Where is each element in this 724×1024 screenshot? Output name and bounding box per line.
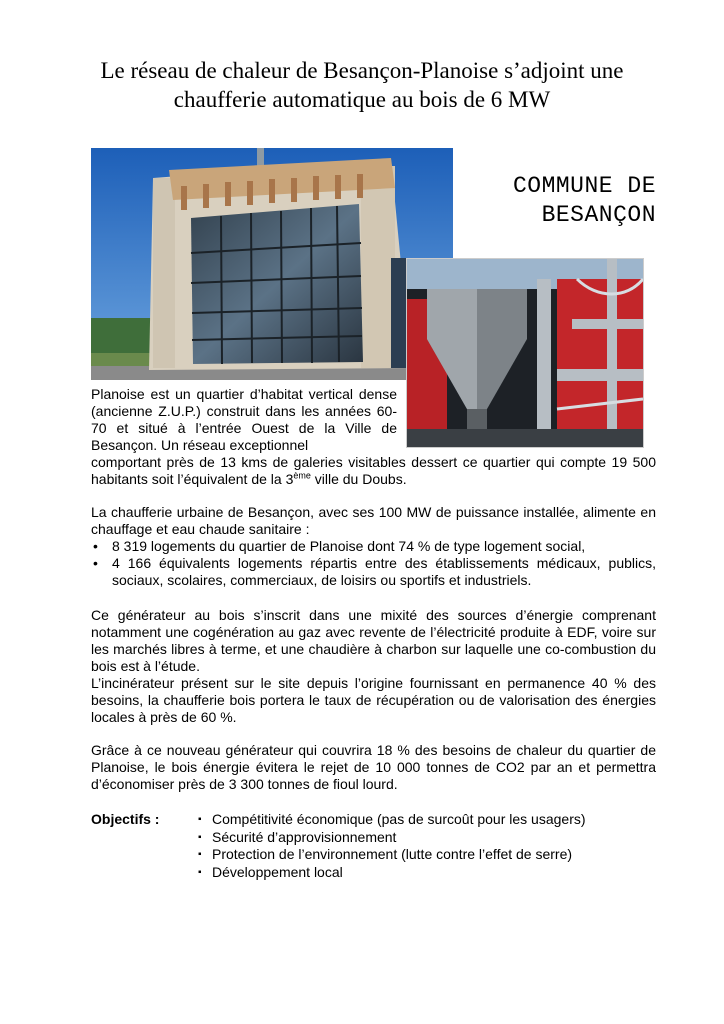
intro-paragraph-part2 — [91, 454, 656, 488]
title-line-1: Le réseau de chaleur de Besançon-Planoise s’adjoint une — [100, 58, 624, 83]
incinerator-paragraph: L’incinérateur présent sur le site depuis l’origine fournissant en permanence 40 % des besoins, la chaufferie bois portera le taux de récupération ou de valorisation des énergies locales à près de 60 %. — [91, 675, 656, 725]
intro-text: comportant près de 13 kms de galeries visitables dessert ce quartier qui compte 19 500 habitants soit l’équivalent de la 3 — [91, 454, 656, 487]
title-line-2: chaufferie automatique au bois de 6 MW — [173, 87, 551, 112]
list-item: • 4 166 équivalents logements répartis entre des établissements médicaux, publics, sociaux, scolaires, commerciaux, de loisirs ou sportifs et industriels. — [91, 555, 656, 589]
intro-paragraph-part1: Planoise est un quartier d’habitat vertical dense (ancienne Z.U.P.) construit dans les années 60-70 et situé à l’entrée Ouest de la Ville de Besançon. Un réseau exceptionnel — [91, 386, 397, 453]
intro-text-end: ville du Doubs. — [310, 471, 407, 487]
boiler-photo — [406, 258, 644, 448]
generator-paragraph: Ce générateur au bois s’inscrit dans une mixité des sources d’énergie comprenant notamment une cogénération au gaz avec revente de l’électricité produite à EDF, voire sur les marchés libres à terme, et une chaudière à charbon sur laquelle une co-combustion du bois est à l’étude. — [91, 607, 656, 674]
list-item: ▪ Sécurité d’approvisionnement — [198, 829, 586, 847]
benefits-paragraph: Grâce à ce nouveau générateur qui couvrira 18 % des besoins de chaleur du quartier de Planoise, le bois énergie évitera le rejet de 10 000 tonnes de CO2 par an et permettra d’économiser près de 3 300 tonnes de fioul lourd. — [91, 742, 656, 792]
commune-heading — [460, 172, 656, 230]
list-item: ▪ Développement local — [198, 864, 586, 882]
document-title — [40, 56, 684, 114]
supply-list — [91, 538, 656, 589]
objectives-list — [198, 811, 586, 881]
objectives-label: Objectifs : — [91, 811, 160, 827]
commune-line-2: BESANÇON — [541, 202, 656, 228]
ordinal-superscript: ème — [293, 470, 311, 481]
list-item: ▪ Compétitivité économique (pas de surcoût pour les usagers) — [198, 811, 586, 829]
commune-line-1: COMMUNE DE — [512, 173, 656, 199]
chaufferie-paragraph: La chaufferie urbaine de Besançon, avec ses 100 MW de puissance installée, alimente en chauffage et eau chaude sanitaire : — [91, 504, 656, 537]
list-item: • 8 319 logements du quartier de Planoise dont 74 % de type logement social, — [91, 538, 656, 555]
building-photo — [91, 148, 453, 380]
list-item: ▪ Protection de l’environnement (lutte contre l’effet de serre) — [198, 846, 586, 864]
